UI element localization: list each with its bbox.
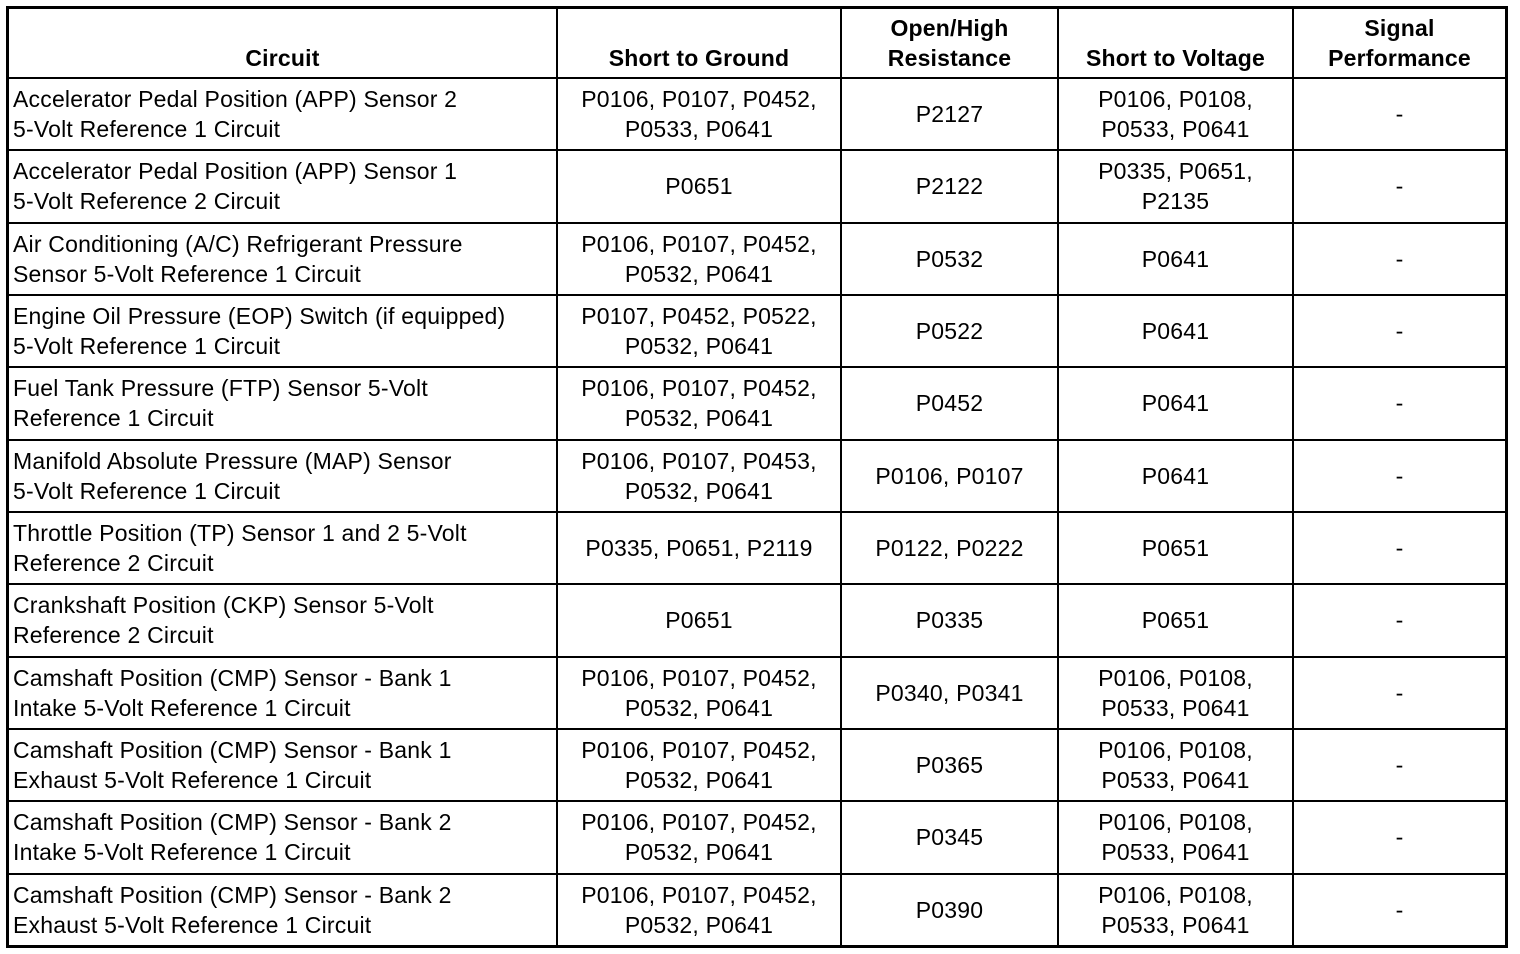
cell-signal-performance — [1293, 729, 1505, 801]
cell-line: Intake 5-Volt Reference 1 Circuit — [13, 694, 351, 721]
cell-circuit — [9, 78, 557, 150]
cell-open-high-resistance — [841, 657, 1058, 729]
cell-short-to-voltage — [1058, 78, 1293, 150]
cell-short-to-ground — [557, 512, 841, 584]
cell-line: Exhaust 5-Volt Reference 1 Circuit — [13, 767, 372, 794]
table-row — [9, 729, 1505, 801]
cell-open-high-resistance — [841, 584, 1058, 656]
cell-short-to-voltage — [1058, 150, 1293, 222]
cell-line: - — [1395, 607, 1404, 634]
cell-short-to-voltage — [1058, 584, 1293, 656]
cell-short-to-voltage — [1058, 223, 1293, 295]
cell-line: P0532 — [915, 245, 984, 272]
cell-short-to-voltage — [1058, 440, 1293, 512]
cell-line: P0533, P0641 — [1101, 116, 1250, 143]
cell-line: P0107, P0452, P0522, — [581, 303, 817, 330]
cell-line: P2122 — [915, 173, 984, 200]
cell-line: P0651 — [1141, 607, 1210, 634]
cell-line: Reference 1 Circuit — [13, 405, 214, 432]
cell-short-to-ground — [557, 78, 841, 150]
cell-line: - — [1395, 896, 1404, 923]
cell-open-high-resistance — [841, 729, 1058, 801]
cell-line: P0106, P0107, P0452, — [581, 664, 817, 691]
cell-line: Manifold Absolute Pressure (MAP) Sensor — [13, 447, 452, 474]
cell-signal-performance — [1293, 367, 1505, 439]
cell-circuit — [9, 150, 557, 222]
cell-short-to-ground — [557, 584, 841, 656]
cell-line: Camshaft Position (CMP) Sensor - Bank 1 — [13, 737, 452, 764]
cell-line: - — [1395, 462, 1404, 489]
cell-line: P0106, P0108, — [1098, 86, 1253, 113]
table-row — [9, 223, 1505, 295]
cell-line: 5-Volt Reference 2 Circuit — [13, 188, 281, 215]
cell-line: P0641 — [1141, 245, 1210, 272]
cell-line: P0452 — [915, 390, 984, 417]
cell-line: P2135 — [1141, 188, 1210, 215]
cell-line: P0335 — [915, 607, 984, 634]
cell-signal-performance — [1293, 78, 1505, 150]
cell-short-to-voltage — [1058, 512, 1293, 584]
cell-open-high-resistance — [841, 440, 1058, 512]
cell-line: P0533, P0641 — [1101, 911, 1250, 938]
cell-signal-performance — [1293, 657, 1505, 729]
cell-circuit — [9, 295, 557, 367]
cell-short-to-ground — [557, 150, 841, 222]
cell-open-high-resistance — [841, 78, 1058, 150]
dtc-circuit-table — [9, 9, 1505, 945]
cell-line: - — [1395, 390, 1404, 417]
cell-line: P0533, P0641 — [624, 116, 774, 143]
cell-line: Sensor 5-Volt Reference 1 Circuit — [13, 260, 361, 287]
cell-line: P0122, P0222 — [875, 535, 1024, 562]
cell-short-to-voltage — [1058, 657, 1293, 729]
cell-short-to-voltage — [1058, 295, 1293, 367]
cell-line: P0651 — [665, 173, 733, 200]
cell-short-to-voltage — [1058, 801, 1293, 873]
cell-line: P0106, P0107, P0452, — [581, 375, 817, 402]
cell-open-high-resistance — [841, 295, 1058, 367]
header-line: Open/High — [890, 15, 1009, 41]
cell-line: P0533, P0641 — [1101, 767, 1250, 794]
cell-line: Accelerator Pedal Position (APP) Sensor 1 — [13, 158, 458, 185]
cell-line: 5-Volt Reference 1 Circuit — [13, 116, 281, 143]
cell-line: P0651 — [665, 607, 733, 634]
cell-short-to-ground — [557, 801, 841, 873]
cell-line: Camshaft Position (CMP) Sensor - Bank 2 — [13, 881, 452, 908]
header-signal-performance — [1293, 9, 1505, 78]
cell-line: P0106, P0108, — [1098, 881, 1253, 908]
cell-circuit — [9, 512, 557, 584]
cell-line: P0106, P0107, P0452, — [581, 737, 817, 764]
cell-line: - — [1395, 752, 1404, 779]
cell-line: P0106, P0107 — [875, 462, 1024, 489]
table-row — [9, 657, 1505, 729]
cell-line: - — [1395, 173, 1404, 200]
cell-open-high-resistance — [841, 150, 1058, 222]
cell-short-to-ground — [557, 729, 841, 801]
header-short-to-ground — [557, 9, 841, 78]
cell-open-high-resistance — [841, 874, 1058, 945]
cell-line: 5-Volt Reference 1 Circuit — [13, 477, 281, 504]
cell-line: P0340, P0341 — [875, 679, 1024, 706]
cell-line: P0641 — [1141, 462, 1210, 489]
cell-line: 5-Volt Reference 1 Circuit — [13, 333, 281, 360]
cell-line: P0365 — [915, 752, 984, 779]
cell-line: P0522 — [915, 318, 984, 345]
cell-line: P0532, P0641 — [624, 839, 774, 866]
cell-signal-performance — [1293, 150, 1505, 222]
cell-line: Reference 2 Circuit — [13, 550, 214, 577]
table-row — [9, 295, 1505, 367]
cell-line: P0106, P0108, — [1098, 809, 1253, 836]
table-row — [9, 801, 1505, 873]
cell-line: P2127 — [915, 101, 984, 128]
cell-line: P0533, P0641 — [1101, 839, 1250, 866]
cell-line: - — [1395, 679, 1404, 706]
cell-line: P0532, P0641 — [624, 767, 774, 794]
cell-line: P0106, P0107, P0452, — [581, 881, 817, 908]
cell-line: P0651 — [1141, 535, 1210, 562]
cell-line: Reference 2 Circuit — [13, 622, 214, 649]
cell-line: P0390 — [915, 896, 984, 923]
cell-line: P0345 — [915, 824, 984, 851]
header-open-high-resistance — [841, 9, 1058, 78]
header-line: Performance — [1328, 45, 1471, 71]
cell-line: - — [1395, 101, 1404, 128]
table-row — [9, 440, 1505, 512]
cell-line: Camshaft Position (CMP) Sensor - Bank 2 — [13, 809, 452, 836]
cell-short-to-ground — [557, 657, 841, 729]
cell-signal-performance — [1293, 440, 1505, 512]
cell-signal-performance — [1293, 874, 1505, 945]
cell-line: P0532, P0641 — [624, 333, 774, 360]
cell-open-high-resistance — [841, 512, 1058, 584]
cell-line: P0532, P0641 — [624, 405, 774, 432]
cell-circuit — [9, 440, 557, 512]
cell-short-to-ground — [557, 440, 841, 512]
cell-line: P0641 — [1141, 318, 1210, 345]
cell-line: Crankshaft Position (CKP) Sensor 5-Volt — [13, 592, 434, 619]
header-line: Resistance — [887, 45, 1012, 71]
cell-line: P0106, P0108, — [1098, 664, 1253, 691]
table-row — [9, 150, 1505, 222]
table-row — [9, 874, 1505, 945]
table-row — [9, 78, 1505, 150]
cell-line: P0335, P0651, P2119 — [585, 535, 813, 562]
header-row — [9, 9, 1505, 78]
cell-line: - — [1395, 824, 1404, 851]
table-row — [9, 367, 1505, 439]
cell-open-high-resistance — [841, 367, 1058, 439]
cell-line: Fuel Tank Pressure (FTP) Sensor 5-Volt — [13, 375, 428, 402]
cell-line: - — [1395, 245, 1404, 272]
cell-circuit — [9, 657, 557, 729]
cell-line: P0532, P0641 — [624, 694, 774, 721]
cell-line: - — [1395, 535, 1404, 562]
header-line: Circuit — [245, 45, 320, 71]
cell-circuit — [9, 874, 557, 945]
cell-line: P0532, P0641 — [624, 911, 774, 938]
cell-line: P0532, P0641 — [624, 477, 774, 504]
cell-circuit — [9, 729, 557, 801]
cell-signal-performance — [1293, 512, 1505, 584]
cell-signal-performance — [1293, 801, 1505, 873]
cell-line: Engine Oil Pressure (EOP) Switch (if equipped) — [13, 303, 506, 330]
cell-circuit — [9, 801, 557, 873]
table-row — [9, 584, 1505, 656]
header-line: Signal — [1364, 15, 1435, 41]
cell-signal-performance — [1293, 223, 1505, 295]
cell-line: P0641 — [1141, 390, 1210, 417]
cell-line: Intake 5-Volt Reference 1 Circuit — [13, 839, 351, 866]
cell-line: P0106, P0107, P0452, — [581, 809, 817, 836]
cell-open-high-resistance — [841, 801, 1058, 873]
header-short-to-voltage — [1058, 9, 1293, 78]
cell-short-to-ground — [557, 367, 841, 439]
cell-short-to-ground — [557, 874, 841, 945]
cell-short-to-voltage — [1058, 874, 1293, 945]
cell-line: P0533, P0641 — [1101, 694, 1250, 721]
cell-line: P0106, P0107, P0452, — [581, 230, 817, 257]
cell-line: P0532, P0641 — [624, 260, 774, 287]
cell-line: P0106, P0107, P0452, — [581, 86, 817, 113]
cell-short-to-voltage — [1058, 367, 1293, 439]
cell-line: Camshaft Position (CMP) Sensor - Bank 1 — [13, 664, 452, 691]
header-line: Short to Ground — [608, 45, 790, 71]
header-circuit — [9, 9, 557, 78]
cell-circuit — [9, 584, 557, 656]
cell-circuit — [9, 223, 557, 295]
dtc-circuit-table-frame — [6, 6, 1508, 948]
cell-line: Exhaust 5-Volt Reference 1 Circuit — [13, 911, 372, 938]
cell-line: Throttle Position (TP) Sensor 1 and 2 5-Volt — [13, 520, 467, 547]
cell-short-to-voltage — [1058, 729, 1293, 801]
cell-line: Air Conditioning (A/C) Refrigerant Pressure — [13, 230, 463, 257]
cell-short-to-ground — [557, 223, 841, 295]
cell-signal-performance — [1293, 295, 1505, 367]
cell-line: P0335, P0651, — [1098, 158, 1253, 185]
header-line: Short to Voltage — [1085, 45, 1266, 71]
cell-line: P0106, P0108, — [1098, 737, 1253, 764]
cell-line: P0106, P0107, P0453, — [581, 447, 817, 474]
cell-signal-performance — [1293, 584, 1505, 656]
cell-line: Accelerator Pedal Position (APP) Sensor 2 — [13, 86, 458, 113]
table-row — [9, 512, 1505, 584]
cell-short-to-ground — [557, 295, 841, 367]
cell-circuit — [9, 367, 557, 439]
cell-line: - — [1395, 318, 1404, 345]
cell-open-high-resistance — [841, 223, 1058, 295]
